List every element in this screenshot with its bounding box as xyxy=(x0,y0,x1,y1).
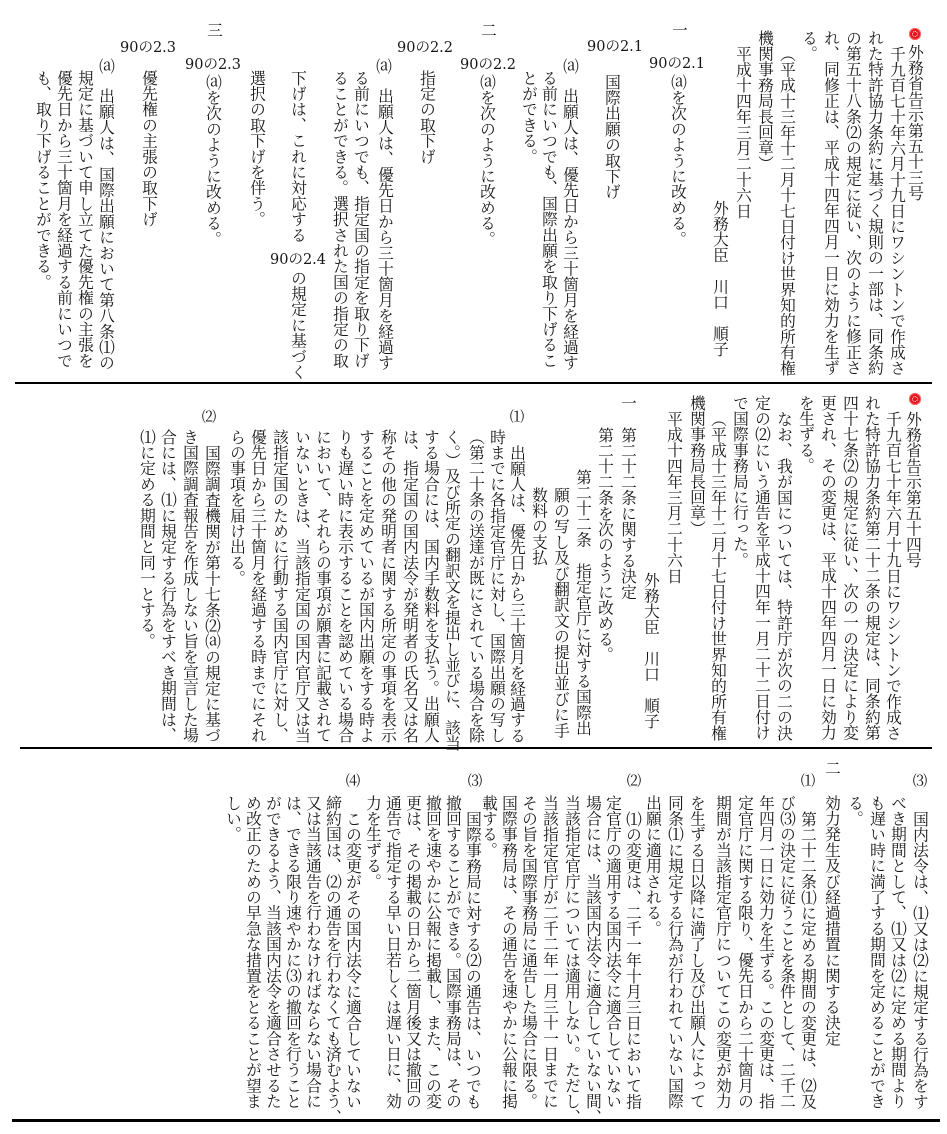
notice-date: 平成十四年三月二十六日 xyxy=(734,46,753,219)
paragraph-text: する場合には、国内手数料を支払う。出願人 xyxy=(422,429,441,743)
rule-text: の規定に基づく xyxy=(289,270,308,380)
paragraph-text: その旨を国際事務局に通告した場合に限る。 xyxy=(520,795,539,1109)
paragraph-text: 同条⑴に規定する行為が行われていない国際 xyxy=(666,795,685,1109)
paragraph-text: も遅い時に満了する期間を定めることができ xyxy=(868,795,887,1109)
rule-number-label: 90の2.3 xyxy=(119,40,177,56)
paragraph-text: め改正のための早急な措置をとることが望ま xyxy=(244,795,263,1109)
rule-text: も、取り下げることができる。 xyxy=(34,70,53,290)
intro-line: 千九百七十年六月十九日にワシントンで作成さ xyxy=(888,46,907,376)
intro-line: を生ずる。 xyxy=(797,395,816,474)
article-heading: 願の写し及び翻訳文の提出並びに手 xyxy=(552,487,571,739)
article-heading: 第二十二条 指定官庁に対する国際出 xyxy=(574,469,593,736)
intro-line: 更され、その変更は、平成十四年四月一日に効力 xyxy=(819,395,838,741)
paragraph-text: 該指定国のために行動する国内官庁に対し、 xyxy=(271,429,290,743)
paragraph-label: ⑵ xyxy=(626,774,642,790)
intro-line: 四十七条⑵の規定に従い、次の一の決定により変 xyxy=(841,395,860,741)
paragraph-text: において、それらの事項が願書に記載されて xyxy=(314,429,333,743)
paragraph-text: 当該指定官庁については適用しない。ただし、 xyxy=(563,795,582,1125)
note-line: なお、我が国については、特許庁が次の二の決 xyxy=(775,411,794,741)
paragraph-text: は、指定国の国内法令が発明者の氏名又は名 xyxy=(401,429,420,743)
paragraph-label: ⑶ xyxy=(467,774,483,790)
paragraph-label: ⑴ xyxy=(509,410,525,426)
rule-heading: 国際出願の取下げ xyxy=(603,74,622,200)
note-line: 定の⑵にいう通告を平成十四年一月二十二日付け xyxy=(753,395,772,741)
section-divider xyxy=(20,747,932,749)
rule-reference-label: 90の2.1 xyxy=(648,56,706,72)
item-number: 三 xyxy=(205,22,224,38)
item-number: 二 xyxy=(479,22,498,38)
paragraph-text: る。 xyxy=(846,795,865,827)
paragraph-text: 称その他の発明者に関する所定の事項を表示 xyxy=(379,429,398,743)
paragraph-marker: ⒜ xyxy=(97,58,116,74)
paragraph-text: （第二十条の送達が既にされている場合を除 xyxy=(467,429,486,743)
rule-text: 選択の取下げを伴う。 xyxy=(248,70,267,227)
paragraph-text: ⑴の変更は、二千一年十月三日において指 xyxy=(624,811,643,1110)
rule-reference-label: 90の2.2 xyxy=(459,57,517,73)
notice-date: 平成十四年三月二十六日 xyxy=(665,411,684,584)
rule-text: 規定に基づいて申し立てた優先権の主張を xyxy=(76,70,95,369)
paragraph-text: 撤回することができる。国際事務局は、その xyxy=(444,795,463,1109)
rule-number-label: 90の2.2 xyxy=(396,40,454,56)
paragraph-text: び⑶の決定に従うことを条件として、二千二 xyxy=(778,795,797,1109)
rule-text: 下げは、これに対応する xyxy=(289,70,308,243)
rule-reference-label: 90の2.4 xyxy=(269,252,327,268)
paragraph-text: 載する。 xyxy=(480,795,499,858)
paragraph-text: 更は、その掲載の日から二箇月後又は撤回の xyxy=(404,795,423,1109)
rule-text: ることができる。選択された国の指定の取 xyxy=(331,70,350,369)
paragraph-text: 時までに各指定官庁に対し、国際出願の写し xyxy=(488,429,507,743)
section-divider xyxy=(12,1119,940,1122)
paragraph-label: ⑵ xyxy=(201,410,217,426)
rule-text: とができる。 xyxy=(520,70,539,165)
paragraph-text: 国内法令は、⑴又は⑵に規定する行為をす xyxy=(911,811,930,1110)
circular-reference: 機関事務局長回章） xyxy=(756,30,775,172)
decision-number: 一 xyxy=(619,395,638,411)
paragraph-text: き国際調査報告を作成しない旨を宣言した場 xyxy=(181,429,200,743)
paragraph-text: ⑴に定める期間と同一とする。 xyxy=(138,429,157,649)
intro-line: の第五十八条⑵の規定に従い、次のように修正さ xyxy=(844,30,863,376)
decision-title: 第二十二条に関する決定 xyxy=(619,427,638,600)
paragraph-text: 出願人は、優先日から三十箇月を経過する xyxy=(508,445,527,744)
rule-reference-label: 90の2.3 xyxy=(184,57,242,73)
paragraph-text: 合には、⑴に規定する行為をすべき期間は、 xyxy=(159,429,178,743)
rule-text: 出願人は、優先日から三十箇月を経過す xyxy=(376,88,395,371)
amend-instruction: ⒜を次のように改める。 xyxy=(478,74,497,247)
article-heading: 数料の支払 xyxy=(530,487,549,566)
signature: 外務大臣 川口 順子 xyxy=(642,572,661,729)
notice-title: 外務省告示第五十三号 xyxy=(906,44,925,201)
paragraph-text: することを定めているが国内出願をする時よ xyxy=(357,429,376,743)
rule-text: る前にいつでも、指定国の指定を取り下げ xyxy=(352,70,371,369)
paragraph-text: 撤回を速やかに公報に掲載し、また、この変 xyxy=(424,795,443,1109)
paragraph-text: 年四月一日に効力を生ずる。この変更は、指 xyxy=(757,795,776,1109)
paragraph-text: いないときは、当該指定国の国内官庁又は当 xyxy=(293,429,312,743)
amend-instruction: ⒜を次のように改める。 xyxy=(669,74,688,247)
paragraph-text: べき期間として、⑴又は⑵に定める期間より xyxy=(889,795,908,1109)
paragraph-text: 定官庁の適用する国内法令に適合していない xyxy=(604,795,623,1109)
paragraph-text: 定官庁に関する限り、優先日から二十箇月の xyxy=(736,795,755,1109)
red-circle-icon xyxy=(909,393,921,405)
paragraph-marker: ⒜ xyxy=(561,58,580,74)
decision-title: 効力発生及び経過措置に関する決定 xyxy=(823,795,842,1047)
signature: 外務大臣 川口 順子 xyxy=(711,200,730,357)
paragraph-text: らの事項を届け出る。 xyxy=(228,429,247,586)
paragraph-text: りも遅い時に表示することを認めている場合 xyxy=(336,429,355,743)
rule-number-label: 90の2.1 xyxy=(586,39,644,55)
rule-text: る前にいつでも、国際出願を取り下げるこ xyxy=(540,70,559,369)
intro-line: れた特許協力条約に基づく規則の一部は、同条約 xyxy=(866,30,885,376)
paragraph-text: 場合には、当該国内法令に適合していない間、 xyxy=(584,795,603,1125)
rule-text: 出願人は、優先日から三十箇月を経過す xyxy=(561,88,580,371)
item-number: 一 xyxy=(670,22,689,38)
rule-text: 優先日から三十箇月を経過する前にいつで xyxy=(55,70,74,369)
paragraph-text: く。）及び所定の翻訳文を提出し並びに、該当 xyxy=(443,429,462,751)
rule-text: 出願人は、国際出願において第八条⑴の xyxy=(97,88,116,371)
paragraph-text: ができるよう、当該国内法令を適合させるた xyxy=(264,795,283,1109)
paragraph-text: を生ずる日以降に満了し及び出願人によって xyxy=(688,795,707,1109)
rule-heading: 優先権の主張の取下げ xyxy=(140,70,159,227)
paragraph-marker: ⒜ xyxy=(374,58,393,74)
notice-title: 外務省告示第五十四号 xyxy=(904,411,923,568)
paragraph-text: この変更がその国内法令に適合していない xyxy=(344,811,363,1110)
circular-reference: 機関事務局長回章） xyxy=(688,395,707,537)
intro-line: れた特許協力条約第二十二条の規定は、同条約第 xyxy=(863,395,882,741)
amend-instruction: 第二十二条を次のように改める。 xyxy=(596,427,615,663)
intro-line: れ、同修正は、平成十四年四月一日に効力を生ず xyxy=(822,30,841,376)
paragraph-text: 力を生ずる。 xyxy=(364,795,383,890)
paragraph-text: 国際調査機関が第十七条⑵⒜の規定に基づ xyxy=(203,445,222,744)
paragraph-text: 当該指定官庁が二千二年一月三十一日までに xyxy=(541,795,560,1109)
paragraph-text: 又は当該通告を行わなければならない場合に xyxy=(304,795,323,1109)
rule-heading: 指定の取下げ xyxy=(418,70,437,165)
decision-number: 二 xyxy=(823,760,842,776)
paragraph-text: 通告で指定する早い日若しくは遅い日に、効 xyxy=(384,795,403,1109)
paragraph-text: 国際事務局は、その通告を速やかに公報に掲 xyxy=(500,795,519,1109)
paragraph-text: 第二十二条⑴に定める期間の変更は、⑵及 xyxy=(799,811,818,1110)
paragraph-label: ⑴ xyxy=(800,774,816,790)
paragraph-text: 締約国は、⑵の通告を行わなくても済むよう、 xyxy=(324,795,343,1125)
paragraph-text: しい。 xyxy=(224,795,243,843)
circular-reference: （平成十三年十二月十七日付け世界知的所有権 xyxy=(709,411,728,741)
paragraph-text: 期間が当該指定官庁についてこの変更が効力 xyxy=(714,795,733,1109)
section-divider xyxy=(15,382,932,384)
paragraph-text: 優先日から三十箇月を経過する時までにそれ xyxy=(249,429,268,743)
intro-line: る。 xyxy=(800,30,819,62)
amend-instruction: ⒜を次のように改める。 xyxy=(204,74,223,247)
paragraph-text: は、できる限り速やかに⑶の撤回を行うこと xyxy=(284,795,303,1109)
intro-line: 千九百七十年六月十九日にワシントンで作成さ xyxy=(884,411,903,741)
paragraph-label: ⑶ xyxy=(912,774,928,790)
paragraph-label: ⑷ xyxy=(345,774,361,790)
circular-reference: （平成十三年十二月十七日付け世界知的所有権 xyxy=(778,46,797,376)
red-circle-icon xyxy=(909,28,921,40)
note-line: で国際事務局に行った。 xyxy=(731,395,750,568)
paragraph-text: 国際事務局に対する⑵の通告は、いつでも xyxy=(464,811,483,1110)
paragraph-text: 出願に適用される。 xyxy=(644,795,663,937)
